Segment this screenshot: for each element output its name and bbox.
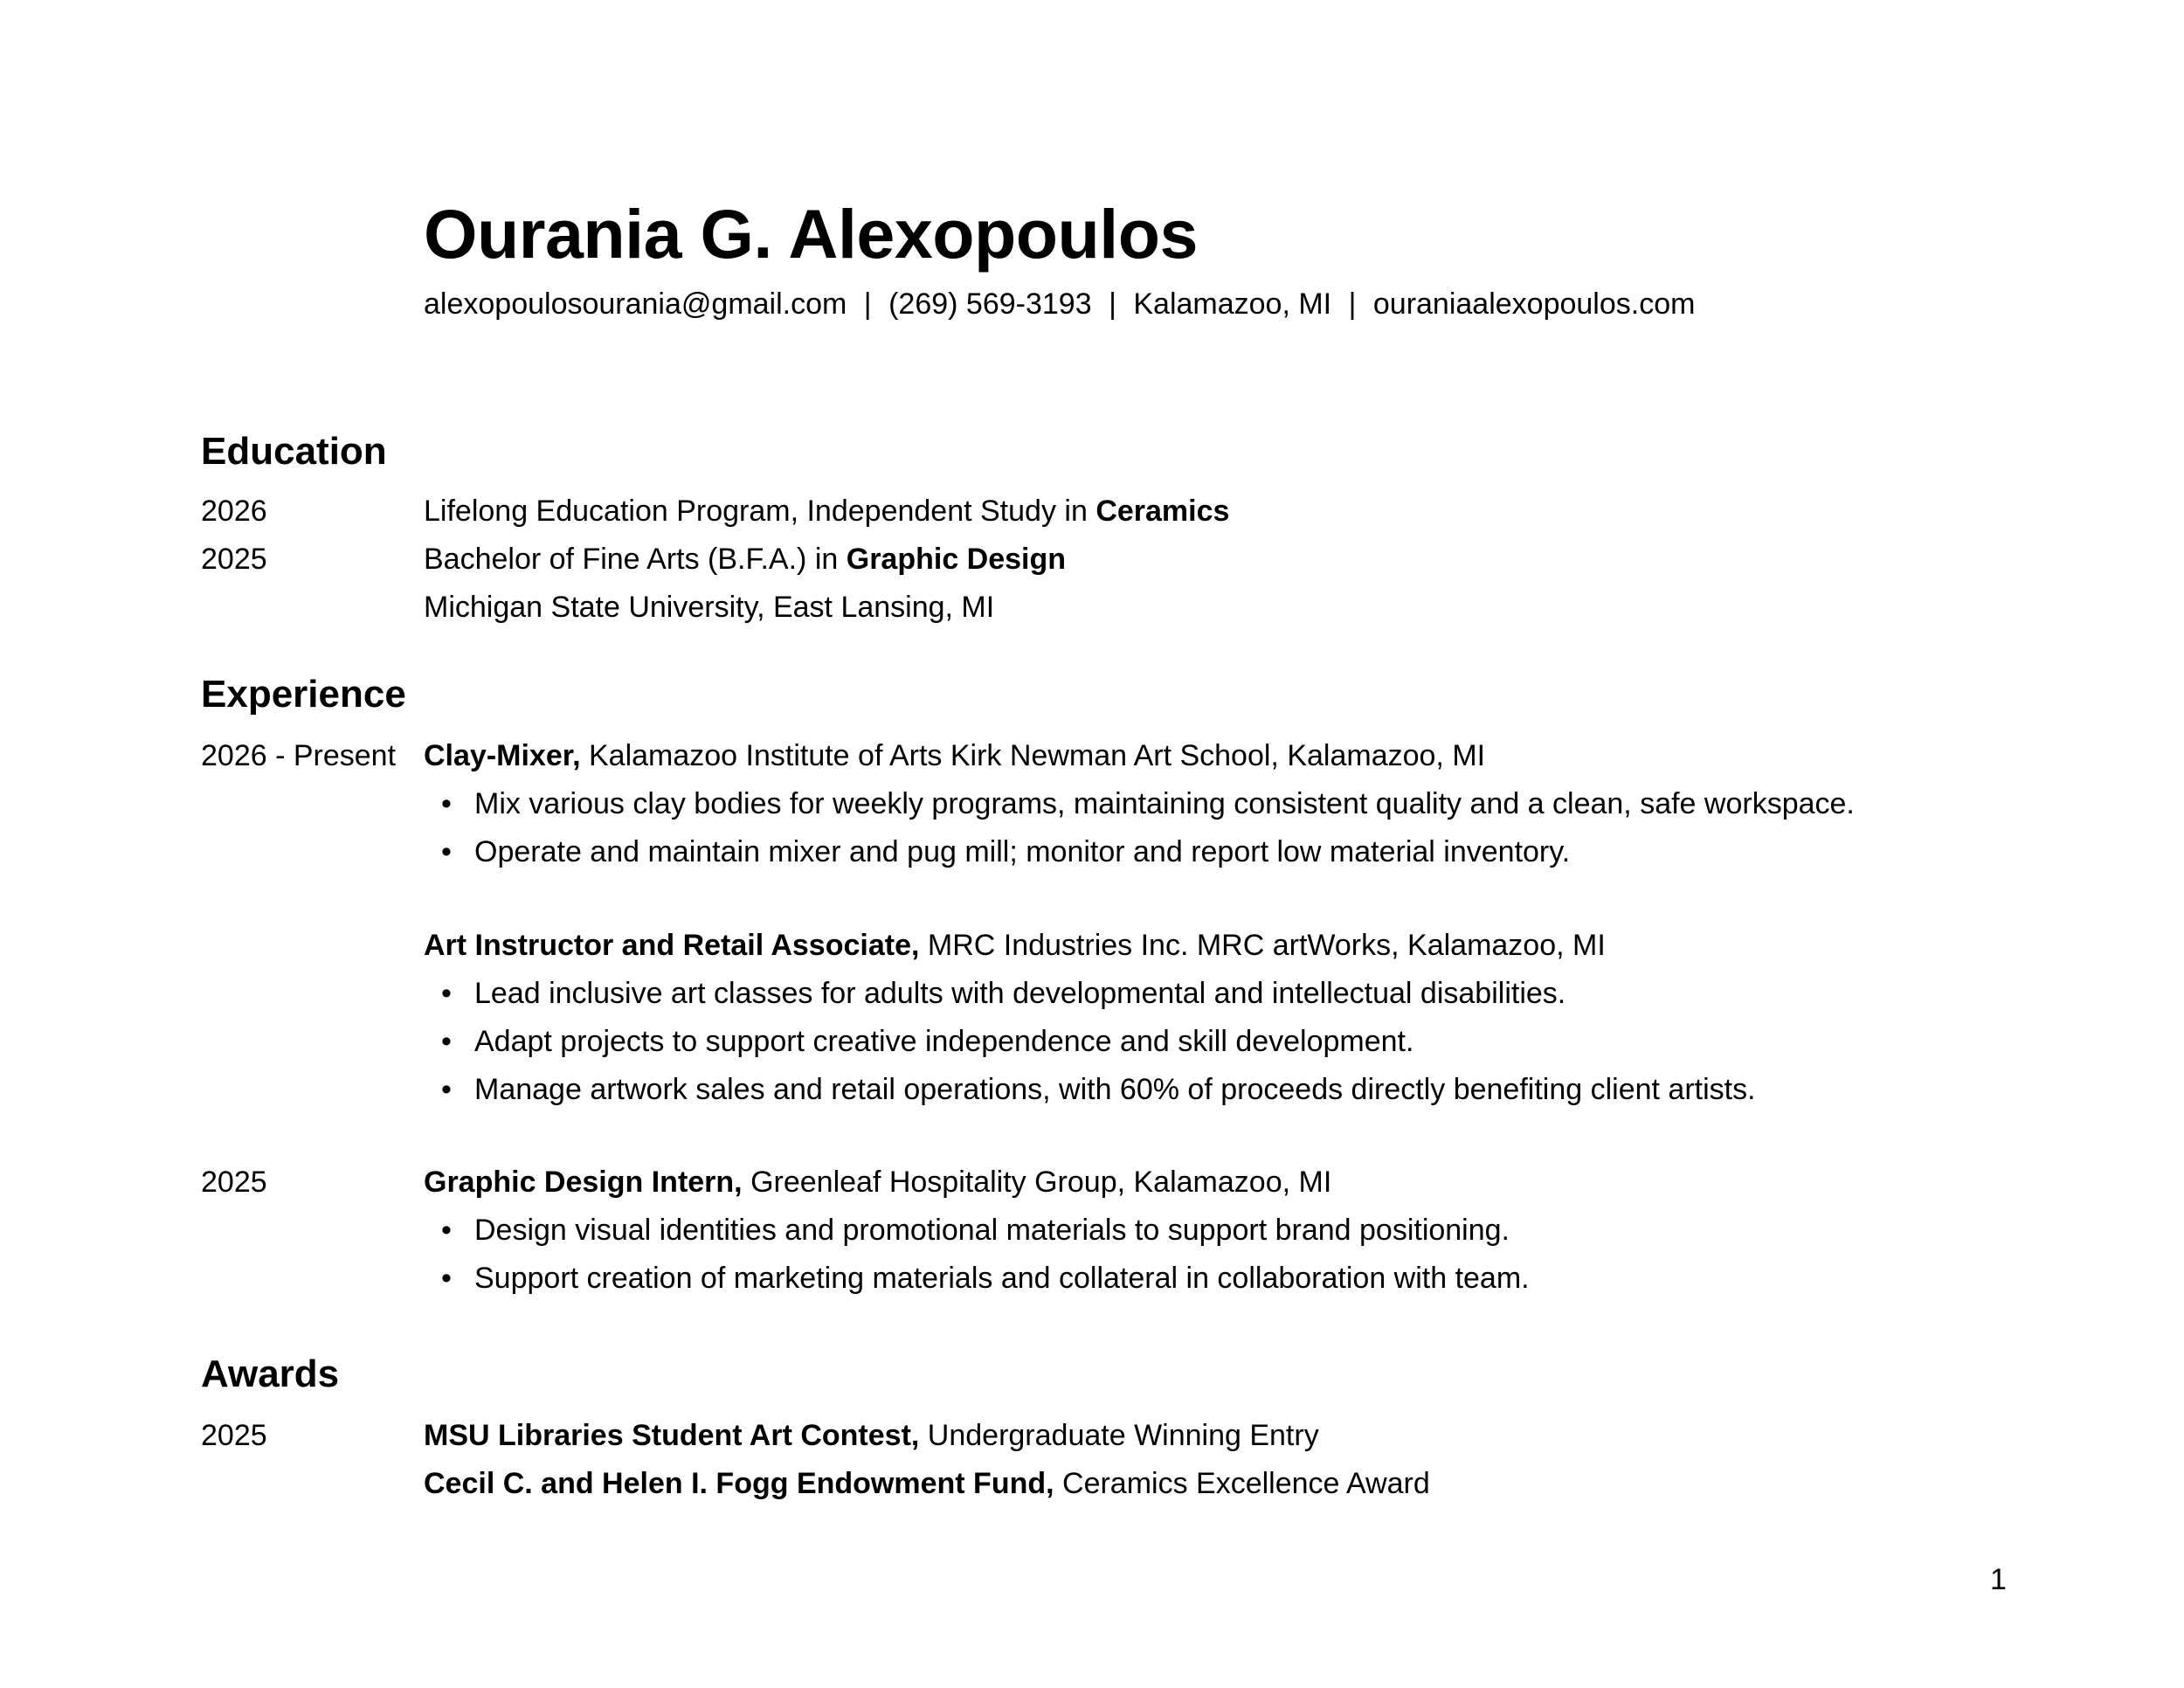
bullet-icon: • (441, 787, 452, 820)
bullet-icon: • (441, 1262, 452, 1295)
education-heading: Education (201, 430, 387, 473)
award-description: Undergraduate Winning Entry (919, 1419, 1319, 1452)
award-name: MSU Libraries Student Art Contest, (424, 1419, 920, 1452)
award-name: Cecil C. and Helen I. Fogg Endowment Fund, (424, 1467, 1054, 1500)
bullet-icon: • (441, 977, 452, 1010)
job-organization: Greenleaf Hospitality Group, Kalamazoo, MI (742, 1166, 1332, 1199)
contact-separator: | (1348, 287, 1357, 321)
entry-field: Ceramics (1095, 495, 1230, 528)
entry-date: 2026 (201, 495, 267, 528)
job-title-line (424, 732, 1485, 779)
bullet-icon: • (441, 1073, 452, 1106)
job-role: Clay-Mixer, (424, 739, 581, 772)
entry-date: 2025 (201, 543, 267, 576)
entry-text (424, 488, 1229, 535)
entry-text (424, 536, 1066, 583)
job-organization: Kalamazoo Institute of Arts Kirk Newman Art School, Kalamazoo, MI (580, 739, 1486, 772)
bullet-text: Design visual identities and promotional materials to support brand positioning. (474, 1214, 1510, 1247)
applicant-name: Ourania G. Alexopoulos (424, 195, 1198, 273)
bullet-icon: • (441, 835, 452, 868)
bullet-text: Manage artwork sales and retail operations, with 60% of proceeds directly benefiting client artists. (474, 1073, 1756, 1106)
entry-field: Graphic Design (846, 543, 1067, 576)
contact-email: alexopoulosourania@gmail.com (424, 287, 847, 321)
job-role: Graphic Design Intern, (424, 1166, 743, 1199)
job-organization: MRC Industries Inc. MRC artWorks, Kalamazoo, MI (919, 929, 1606, 962)
resume-header (424, 194, 1695, 323)
bullet-icon: • (441, 1025, 452, 1058)
awards-heading: Awards (201, 1352, 340, 1395)
contact-line (424, 285, 1695, 323)
award-description: Ceramics Excellence Award (1054, 1467, 1430, 1500)
bullet-text: Adapt projects to support creative independence and skill development. (474, 1025, 1414, 1058)
contact-location: Kalamazoo, MI (1133, 287, 1332, 321)
entry-description: Lifelong Education Program, Independent Study in (424, 495, 1096, 528)
experience-heading: Experience (201, 673, 406, 716)
bullet-text: Mix various clay bodies for weekly programs, maintaining consistent quality and a clean, safe workspace. (474, 787, 1855, 820)
entry-date: 2025 (201, 1419, 267, 1452)
entry-date: 2025 (201, 1166, 267, 1199)
contact-separator: | (863, 287, 872, 321)
contact-phone: (269) 569-3193 (888, 287, 1092, 321)
job-role: Art Instructor and Retail Associate, (424, 929, 920, 962)
job-title-line (424, 1159, 1331, 1206)
bullet-icon: • (441, 1214, 452, 1247)
entry-description: Bachelor of Fine Arts (B.F.A.) in (424, 543, 847, 576)
bullet-text: Lead inclusive art classes for adults with developmental and intellectual disabilities. (474, 977, 1566, 1010)
bullet-text: Support creation of marketing materials and collateral in collaboration with team. (474, 1262, 1530, 1295)
entry-description: Michigan State University, East Lansing, MI (424, 591, 995, 624)
contact-separator: | (1109, 287, 1116, 321)
job-title-line (424, 922, 1606, 969)
page-number: 1 (1990, 1563, 2007, 1596)
contact-website: ouraniaalexopoulos.com (1372, 287, 1696, 321)
entry-date: 2026 - Present (201, 739, 397, 772)
award-line (424, 1460, 1430, 1507)
bullet-text: Operate and maintain mixer and pug mill; monitor and report low material inventory. (474, 835, 1571, 868)
award-line (424, 1412, 1319, 1459)
